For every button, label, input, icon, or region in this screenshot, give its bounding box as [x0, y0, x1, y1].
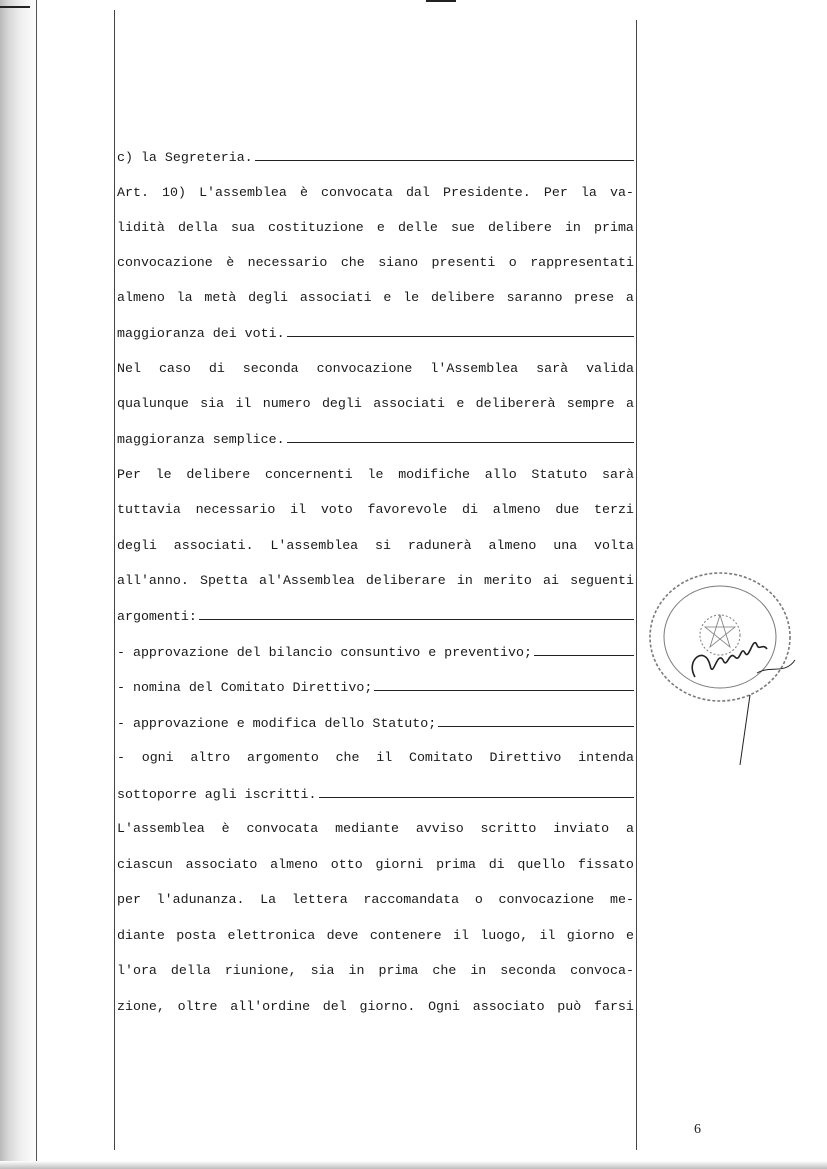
- line-word: ciascun: [117, 857, 173, 872]
- line-word: delibere: [186, 467, 251, 482]
- line-word: almeno: [270, 857, 319, 872]
- line-word: è: [299, 185, 308, 200]
- line-word: metà: [204, 290, 237, 305]
- line-word: Art.: [117, 185, 149, 200]
- line-word: convocata: [246, 821, 319, 836]
- line-word: delibererà: [475, 396, 556, 411]
- line-word: La: [260, 892, 277, 907]
- line-word: sempre: [566, 396, 615, 411]
- line-text: maggioranza dei voti.: [117, 326, 285, 341]
- line-word: valida: [586, 361, 634, 376]
- seal-icon: [650, 573, 790, 701]
- line-word: lidità: [117, 220, 165, 235]
- line-word: Ogni: [428, 999, 460, 1014]
- line-word: zione,: [117, 999, 165, 1014]
- line-word: per: [117, 892, 141, 907]
- line-word: seguenti: [570, 573, 634, 588]
- line-word: prima: [594, 220, 634, 235]
- line-text: - nomina del Comitato Direttivo;: [117, 680, 373, 695]
- line-word: terzi: [594, 502, 634, 517]
- line-word: siano: [378, 255, 419, 270]
- scan-top-mark-center: [426, 0, 456, 2]
- line-word: che: [340, 255, 365, 270]
- line-text: - approvazione del bilancio consuntivo e preventivo;: [117, 645, 532, 660]
- line-word: convoca-: [570, 963, 634, 978]
- line-word: in: [564, 220, 581, 235]
- line-word: di: [462, 502, 478, 517]
- line-word: -: [117, 750, 125, 765]
- line-word: il: [539, 928, 556, 943]
- document-line: [117, 997, 634, 1017]
- line-word: inviato: [553, 821, 610, 836]
- line-word: presenti: [431, 255, 496, 270]
- line-word: delle: [397, 220, 438, 235]
- line-word: elettronica: [227, 928, 316, 943]
- line-word: che: [432, 963, 457, 978]
- fill-line: [374, 677, 634, 691]
- line-word: le: [367, 467, 384, 482]
- document-line: [117, 147, 634, 167]
- line-word: della: [177, 220, 218, 235]
- document-line: [117, 855, 634, 875]
- line-word: almeno: [488, 538, 537, 553]
- line-word: in: [348, 963, 365, 978]
- line-word: L'assemblea: [199, 185, 287, 200]
- right-margin-rule: [636, 20, 637, 1150]
- line-word: allo: [484, 467, 517, 482]
- line-word: Per: [117, 467, 141, 482]
- line-word: a: [625, 290, 634, 305]
- line-word: L'assemblea: [270, 538, 359, 553]
- line-word: otto: [330, 857, 363, 872]
- document-line: [117, 323, 634, 343]
- line-word: luogo,: [480, 928, 529, 943]
- document-line: [117, 429, 634, 449]
- line-word: scritto: [480, 821, 537, 836]
- line-word: almeno: [492, 502, 541, 517]
- line-word: posta: [176, 928, 217, 943]
- line-word: prima: [436, 857, 476, 872]
- line-word: sia: [200, 396, 225, 411]
- document-line: [117, 500, 634, 520]
- scan-edge-shadow: [0, 0, 38, 1169]
- line-word: prese: [574, 290, 615, 305]
- line-word: a: [625, 821, 634, 836]
- line-word: delibere: [488, 220, 552, 235]
- line-word: della: [170, 963, 211, 978]
- line-word: che: [335, 750, 360, 765]
- document-line: [117, 890, 634, 910]
- line-word: lettera: [291, 892, 348, 907]
- line-word: e: [626, 928, 634, 943]
- document-line: [117, 288, 634, 308]
- document-line: [117, 784, 634, 804]
- line-word: degli: [321, 396, 362, 411]
- line-word: me-: [610, 892, 634, 907]
- fill-line: [287, 429, 634, 443]
- document-line: [117, 961, 634, 981]
- line-word: sarà: [536, 361, 569, 376]
- line-word: giorno: [566, 928, 615, 943]
- line-word: concernenti: [264, 467, 353, 482]
- line-word: due: [555, 502, 580, 517]
- line-word: Comitato: [408, 750, 473, 765]
- line-word: giorni: [375, 857, 424, 872]
- document-line: [117, 571, 634, 591]
- line-word: diante: [117, 928, 165, 943]
- line-word: del: [322, 999, 347, 1014]
- document-line: [117, 465, 634, 485]
- line-word: Nel: [117, 361, 141, 376]
- line-word: altro: [190, 750, 231, 765]
- line-word: Direttivo: [489, 750, 562, 765]
- line-word: va-: [609, 185, 634, 200]
- line-word: è: [226, 255, 235, 270]
- line-word: o: [508, 255, 517, 270]
- line-word: Spetta: [199, 573, 248, 588]
- document-line: [117, 819, 634, 839]
- line-word: giorno.: [359, 999, 416, 1014]
- line-word: la: [176, 290, 193, 305]
- line-word: associati.: [173, 538, 254, 553]
- line-word: contenere: [369, 928, 442, 943]
- line-word: sue: [450, 220, 475, 235]
- line-word: le: [155, 467, 172, 482]
- line-word: fissato: [578, 857, 634, 872]
- line-word: avviso: [415, 821, 464, 836]
- signature-icon: [692, 643, 795, 765]
- line-word: costituzione: [268, 220, 364, 235]
- line-word: sarà: [602, 467, 634, 482]
- line-text: maggioranza semplice.: [117, 432, 285, 447]
- document-line: [117, 359, 634, 379]
- document-line: [117, 748, 634, 768]
- line-word: argomento: [247, 750, 319, 765]
- line-word: e: [383, 290, 392, 305]
- line-word: sia: [310, 963, 335, 978]
- line-word: Presidente.: [442, 185, 531, 200]
- line-word: oltre: [177, 999, 218, 1014]
- line-word: seconda: [242, 361, 299, 376]
- document-line: [117, 926, 634, 946]
- line-word: a: [626, 396, 634, 411]
- line-word: associato: [185, 857, 258, 872]
- left-margin-rule: [114, 10, 115, 1150]
- line-word: necessario: [247, 255, 328, 270]
- line-word: l'ora: [117, 963, 157, 978]
- document-line: [117, 394, 634, 414]
- line-word: farsi: [593, 999, 634, 1014]
- line-word: modifiche: [398, 467, 471, 482]
- line-word: dal: [405, 185, 430, 200]
- line-word: la: [580, 185, 597, 200]
- line-word: degli: [248, 290, 289, 305]
- line-word: o: [474, 892, 483, 907]
- document-line: [117, 253, 634, 273]
- line-word: e: [376, 220, 385, 235]
- line-word: all'ordine: [230, 999, 311, 1014]
- line-word: qualunque: [117, 396, 189, 411]
- line-word: si: [375, 538, 391, 553]
- page-number: 6: [694, 1122, 701, 1137]
- line-word: convocazione: [316, 361, 413, 376]
- line-word: radunerà: [407, 538, 472, 553]
- line-text: c) la Segreteria.: [117, 150, 253, 165]
- line-word: convocata: [321, 185, 393, 200]
- line-word: saranno: [506, 290, 563, 305]
- line-word: seconda: [500, 963, 557, 978]
- line-word: deliberare: [365, 573, 446, 588]
- line-word: L'assemblea: [117, 821, 205, 836]
- fill-line: [438, 713, 634, 727]
- line-word: delibere: [430, 290, 495, 305]
- line-word: volta: [594, 538, 634, 553]
- line-word: le: [403, 290, 420, 305]
- line-word: favorevole: [367, 502, 448, 517]
- line-word: convocazione: [498, 892, 595, 907]
- document-line: [117, 642, 634, 662]
- line-word: il: [290, 502, 307, 517]
- document-line: [117, 677, 634, 697]
- line-word: intenda: [578, 750, 634, 765]
- line-word: prima: [378, 963, 419, 978]
- line-word: necessario: [195, 502, 276, 517]
- line-word: al'Assemblea: [259, 573, 355, 588]
- line-word: sua: [230, 220, 255, 235]
- line-word: il: [452, 928, 469, 943]
- line-word: degli: [117, 538, 157, 553]
- line-text: sottoporre agli iscritti.: [117, 787, 317, 802]
- line-word: è: [221, 821, 230, 836]
- line-text: - approvazione e modifica dello Statuto;: [117, 716, 437, 731]
- notary-seal-stamp: [645, 565, 805, 770]
- line-word: mediante: [335, 821, 399, 836]
- line-word: associato: [472, 999, 545, 1014]
- line-word: Per: [543, 185, 568, 200]
- scan-edge-line: [36, 0, 37, 1169]
- line-word: ai: [542, 573, 559, 588]
- line-word: e: [456, 396, 465, 411]
- document-line: [117, 713, 634, 733]
- document-line: [117, 606, 634, 626]
- line-word: all'anno.: [117, 573, 189, 588]
- line-word: numero: [262, 396, 311, 411]
- line-word: 10): [162, 185, 186, 200]
- line-word: convocazione: [117, 255, 213, 270]
- document-line: [117, 183, 634, 203]
- line-word: di: [208, 361, 225, 376]
- fill-line: [199, 606, 634, 620]
- line-word: una: [553, 538, 578, 553]
- line-word: può: [557, 999, 582, 1014]
- line-word: l'Assemblea: [430, 361, 519, 376]
- line-word: tuttavia: [117, 502, 181, 517]
- line-word: almeno: [117, 290, 165, 305]
- line-word: l'adunanza.: [156, 892, 245, 907]
- line-word: deve: [326, 928, 359, 943]
- document-line: [117, 536, 634, 556]
- scan-top-mark-left: [0, 6, 30, 8]
- line-word: il: [376, 750, 393, 765]
- line-word: Statuto: [531, 467, 588, 482]
- fill-line: [287, 323, 634, 337]
- line-word: ogni: [141, 750, 174, 765]
- fill-line: [319, 784, 635, 798]
- line-word: associati: [299, 290, 372, 305]
- line-word: caso: [158, 361, 191, 376]
- line-word: raccomandata: [363, 892, 460, 907]
- line-word: in: [470, 963, 487, 978]
- line-text: argomenti:: [117, 609, 197, 624]
- line-word: il: [235, 396, 252, 411]
- line-word: voto: [320, 502, 353, 517]
- fill-line: [255, 147, 634, 161]
- line-word: di: [488, 857, 505, 872]
- line-word: riunione,: [224, 963, 297, 978]
- line-word: quello: [517, 857, 566, 872]
- scan-bottom-edge: [0, 1161, 827, 1169]
- document-line: [117, 218, 634, 238]
- fill-line: [534, 642, 634, 656]
- line-word: merito: [483, 573, 532, 588]
- line-word: rappresentati: [530, 255, 634, 270]
- line-word: associati: [373, 396, 446, 411]
- line-word: in: [456, 573, 473, 588]
